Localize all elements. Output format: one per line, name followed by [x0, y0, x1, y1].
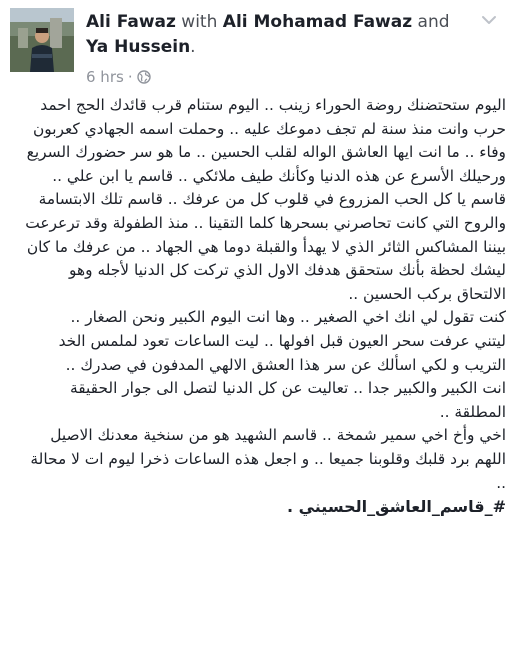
- avatar-photo: [10, 8, 74, 72]
- globe-icon[interactable]: [137, 70, 151, 88]
- post-body: [16, 94, 506, 519]
- author-line: [86, 10, 466, 60]
- post-meta: [86, 68, 151, 88]
- and-text: and: [417, 12, 450, 32]
- post-timestamp[interactable]: 6 hrs: [86, 68, 124, 86]
- tagged-user-link-2[interactable]: Ya Hussein: [86, 37, 191, 57]
- tagged-user-link-1[interactable]: Ali Mohamad Fawaz: [222, 12, 413, 32]
- chevron-down-icon[interactable]: [480, 12, 498, 26]
- post-paragraph-1: اليوم ستحتضنك روضة الحوراء زينب .. اليوم ستنام قرب قائدك الحج احمد حرب وانت منذ سنة لم تجف دموعك عليه .. وحملت اسمه الجهادي كعربون وفاء .. ما انت ايها العاشق الواله لقلب الحسين .. ما هو سر حضورك السريع ورحيلك الأسرع عن هذه الدنيا وكأنك طيف ملائكي .. قاسم يا ابن علي .. قاسم يا كل الحب المزروع في قلوب كل من عرفك .. قاسم تلك الابتسامة والروح التي كانت تحاصرني بسحرها كلما التقينا .. منذ الطفولة وقد ترعرعت بيننا المشاكس الثائر الذي لا يهدأ والقبلة دوما هي الجهاد .. من عرفك ما كان ليشك لحظة بأنك ستحقق هدفك الاول الذي تركت كل الدنيا لأجله وهو الالتحاق بركب الحسين ..: [25, 96, 506, 303]
- meta-separator: ·: [127, 68, 133, 86]
- hashtag-link[interactable]: #_قاسم_العاشق_الحسيني .: [286, 497, 506, 517]
- with-text: with: [181, 12, 218, 32]
- author-avatar[interactable]: [10, 8, 74, 72]
- period-text: .: [190, 37, 196, 57]
- post-paragraph-3: ليتني عرفت سحر العيون قبل افولها .. ليت الساعات تعود لملمس الخد التريب و لكي اسألك عن سر هذا العشق الالهي المدفون في صدرك ..: [58, 331, 506, 374]
- author-name-link[interactable]: Ali Fawaz: [86, 12, 176, 32]
- post-paragraph-2: كنت تقول لي انك اخي الصغير .. وها انت اليوم الكبير ونحن الصغار ..: [70, 308, 506, 327]
- post-paragraph-5: اخي وأخ اخي سمير شمخة .. قاسم الشهيد هو من سنخية معدنك الاصيل اللهم برد قلبك وقلوبنا جميعا .. و اجعل هذه الساعات ذخرا ليوم ات لا محالة ..: [30, 426, 506, 492]
- post-paragraph-4: انت الكبير والكبير جدا .. تعاليت عن كل الدنيا لتصل الى جوار الحقيقة المطلقة ..: [69, 379, 506, 421]
- post-header: [10, 8, 508, 88]
